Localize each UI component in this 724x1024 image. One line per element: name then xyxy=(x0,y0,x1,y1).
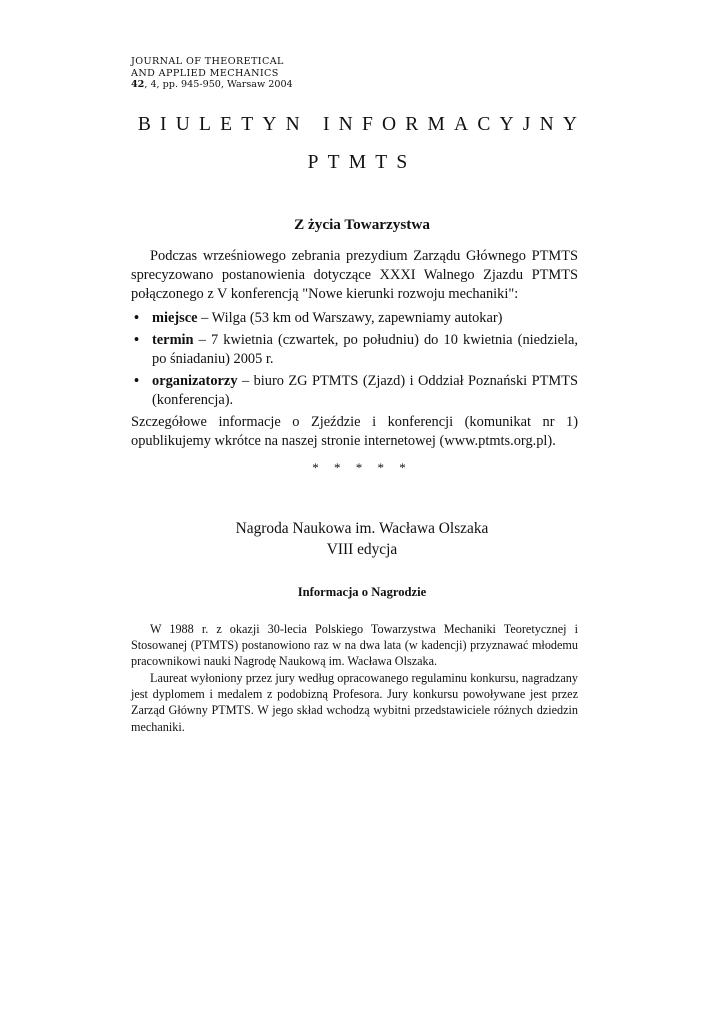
journal-reference xyxy=(131,56,293,91)
bullet-marker: • xyxy=(134,332,140,348)
award-heading xyxy=(0,518,724,560)
list-item-term: termin xyxy=(152,332,194,348)
list-item-text: – 7 kwietnia (czwartek, po południu) do 10 kwietnia (niedziela, po śniadaniu) 2005 r. xyxy=(152,332,578,367)
journal-name-line1: JOURNAL OF THEORETICAL xyxy=(131,56,284,67)
intro-paragraph: Podczas wrześniowego zebrania prezydium Zarządu Głównego PTMTS sprecyzowano postanowienia dotyczące XXXI Walnego Zjazdu PTMTS połączonego z V konferencją "Nowe kierunki rozwoju mechaniki": xyxy=(131,248,578,302)
journal-issue-details: , 4, pp. 945-950, Warsaw 2004 xyxy=(144,79,293,91)
award-paragraph-1: W 1988 r. z okazji 30-lecia Polskiego Towarzystwa Mechaniki Teoretycznej i Stosowanej (PTMTS) postanowiono raz w na dwa lata (w kadencji) przyznawać młodemu pracownikowi nauki Nagrodę Naukową im. Wacława Olszaka. xyxy=(131,622,578,669)
closing-paragraph: Szczegółowe informacje o Zjeździe i konferencji (komunikat nr 1) opublikujemy wkrótce na naszej stronie internetowej (www.ptmts.org.pl). xyxy=(131,414,578,449)
list-item-text: – biuro ZG PTMTS (Zjazd) i Oddział Poznański PTMTS (konferencja). xyxy=(152,373,578,408)
bullet-marker: • xyxy=(134,373,140,389)
bulletin-subtitle: PTMTS xyxy=(307,152,417,173)
award-subheading: Informacja o Nagrodzie xyxy=(297,585,427,599)
list-item xyxy=(131,372,578,410)
journal-issue-line xyxy=(131,79,293,91)
journal-volume: 42 xyxy=(131,79,145,91)
award-paragraph-2: Laureat wyłoniony przez jury według opracowanego regulaminu konkursu, nagradzany jest dyplomem i medalem z podobizną Profesora. Jury konkursu powoływane jest przez Zarząd Główny PTMTS. W jego skład wchodzą wybitni przedstawiciele różnych dziedzin mechaniki. xyxy=(131,671,578,734)
section-separator: * * * * * xyxy=(312,460,412,475)
list-item xyxy=(131,309,578,328)
award-heading-line2: VIII edycja xyxy=(326,541,398,558)
congress-details-list xyxy=(131,309,578,413)
list-item xyxy=(131,331,578,369)
list-item-text: – Wilga (53 km od Warszawy, zapewniamy autokar) xyxy=(197,310,503,326)
section-heading-society-life: Z życia Towarzystwa xyxy=(294,216,430,233)
bulletin-title: BIULETYN INFORMACYJNY xyxy=(137,114,587,135)
list-item-term: organizatorzy xyxy=(152,373,238,389)
bullet-marker: • xyxy=(134,310,140,326)
award-heading-line1: Nagroda Naukowa im. Wacława Olszaka xyxy=(235,520,489,537)
journal-name-line2: AND APPLIED MECHANICS xyxy=(131,67,279,79)
list-item-term: miejsce xyxy=(152,310,198,326)
